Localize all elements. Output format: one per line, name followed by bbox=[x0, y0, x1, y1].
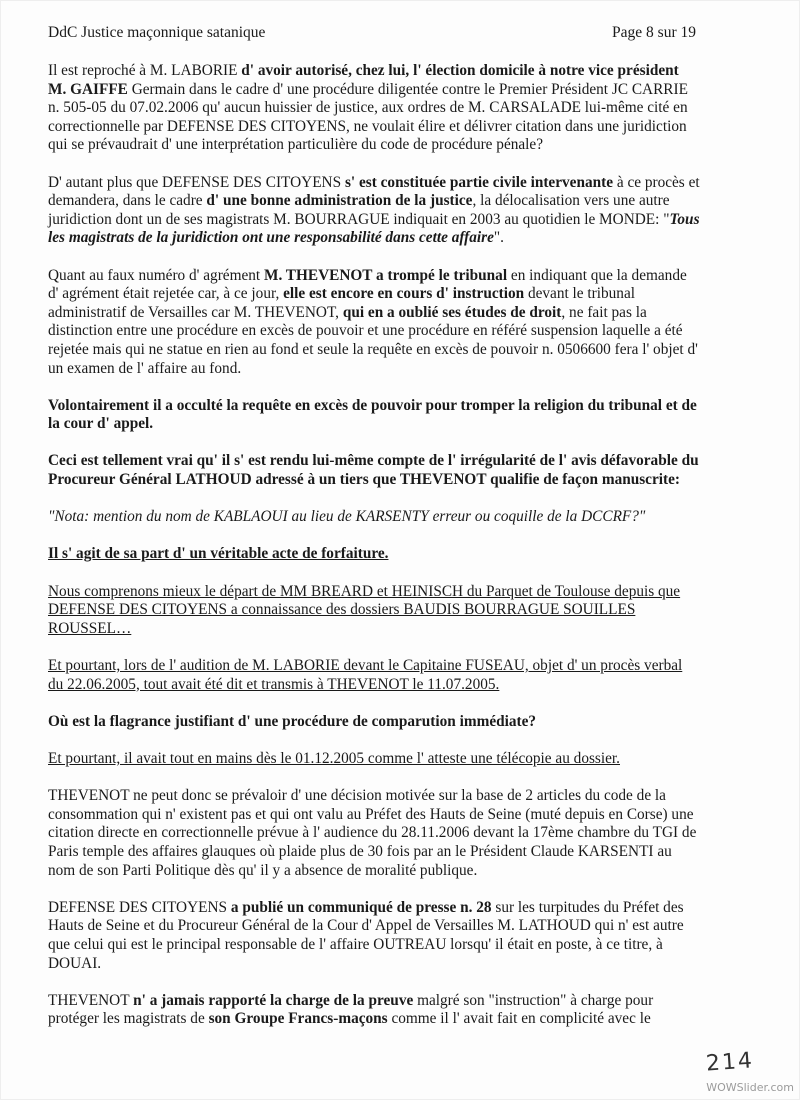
paragraph-4 bbox=[48, 397, 700, 434]
text-run: qui en a oublié ses études de droit bbox=[342, 303, 562, 321]
text-run: elle est encore en cours d' instruction bbox=[283, 285, 525, 303]
paragraph-12 bbox=[48, 787, 700, 880]
text-run: sur les turpitudes du Préfet des Hauts de Seine et du Procureur Général de la Cour d' Appel de Versailles M. LATHOUD qui n' est autre que celui qui est le principal responsable de l' affaire OUTREAU lorsqu' il était en poste, à ce titre, à DOUAI. bbox=[48, 898, 684, 972]
text-run: à ce procès et demandera, dans le cadre bbox=[48, 173, 700, 210]
document-body bbox=[48, 62, 700, 1047]
text-run: en indiquant que la demande d' agrément était rejetée car, à ce jour, bbox=[48, 266, 687, 303]
text-run: devant le tribunal administratif de Versailles car M. THEVENOT, bbox=[48, 285, 635, 321]
text-run: Ceci est tellement vrai qu' il s' est rendu lui-même compte de l' irrégularité de l' avis défavorable du Procureur Général LATHOUD adressé à un tiers que THEVENOT qualifie de façon manuscrite: bbox=[48, 452, 699, 489]
text-run: comme il l' avait fait en complicité avec le bbox=[387, 1010, 651, 1028]
handwritten-page-number: 214 bbox=[705, 1048, 755, 1077]
text-run: son Groupe Francs-maçons bbox=[208, 1010, 388, 1028]
text-run: d' une bonne administration de la justice bbox=[206, 192, 473, 210]
text-run: "Nota: mention du nom de KABLAOUI au lieu de KARSENTY erreur ou coquille de la DCCRF?" bbox=[48, 508, 646, 526]
paragraph-13 bbox=[48, 899, 700, 973]
paragraph-5 bbox=[48, 452, 700, 489]
watermark-text: WOWSlider.com bbox=[706, 1081, 794, 1094]
text-run: s' est constituée partie civile intervenante bbox=[344, 173, 613, 191]
text-run: THEVENOT ne peut donc se prévaloir d' une décision motivée sur la base de 2 articles du code de la consommation qui n' existent pas et qui ont valu au Préfet des Hauts de Seine (muté depuis en Corse) une citation directe en correctionnelle prévue à l' audience du 28.11.2006 devant la 17ème chambre du TGI de Paris temple des affaires glauques où plaide plus de 30 fois par an le Président Claude KARSENTI au nom de son Parti Politique dès qu' il y a absence de moralité publique. bbox=[48, 787, 697, 879]
text-run: d' avoir autorisé, chez lui, l' élection domicile à notre vice président M. GAIFFE bbox=[48, 62, 679, 98]
paragraph-11 bbox=[48, 750, 700, 769]
paragraph-10 bbox=[48, 713, 700, 732]
text-run: a publié un communiqué de presse n. 28 bbox=[230, 898, 492, 916]
page-number: Page 8 sur 19 bbox=[612, 24, 696, 41]
text-run: Germain dans le cadre d' une procédure diligentée contre le Premier Président JC CARRIE n. 505-05 du 07.02.2006 qu' aucun huissier de justice, aux ordres de M. CARSALADE lui-même cité en correctionnelle par DEFENSE DES CITOYENS, ne voulait élire et délivrer citation dans une juridiction qui se prévaudrait d' une interprétation particulière du code de procédure pénale? bbox=[48, 80, 688, 154]
text-run: DEFENSE DES CITOYENS bbox=[48, 898, 231, 916]
paragraph-6 bbox=[48, 508, 700, 527]
paragraph-14 bbox=[48, 992, 700, 1029]
paragraph-1 bbox=[48, 62, 700, 155]
text-run: Il s' agit de sa part d' un véritable acte de forfaiture. bbox=[48, 545, 389, 563]
paragraph-9 bbox=[48, 657, 700, 694]
text-run: , la délocalisation vers une autre juridiction dont un de ses magistrats M. BOURRAGUE indiquait en 2003 au quotidien le MONDE: " bbox=[48, 192, 670, 228]
text-run: n' a jamais rapporté la charge de la preuve bbox=[133, 991, 414, 1009]
paragraph-7 bbox=[48, 545, 700, 564]
text-run: Tous les magistrats de la juridiction ont une responsabilité dans cette affaire bbox=[48, 210, 700, 247]
page-header bbox=[48, 24, 696, 42]
paragraph-8 bbox=[48, 583, 700, 639]
text-run: Il est reproché à M. LABORIE bbox=[48, 62, 242, 79]
text-run: malgré son "instruction" à charge pour protéger les magistrats de bbox=[48, 991, 654, 1028]
text-run: Nous comprenons mieux le départ de MM BREARD et HEINISCH du Parquet de Toulouse depuis que DEFENSE DES CITOYENS a connaissance des dossiers BAUDIS BOURRAGUE SOUILLES ROUSSEL… bbox=[48, 582, 681, 637]
text-run: Volontairement il a occulté la requête en excès de pouvoir pour tromper la religion du tribunal et de la cour d' appel. bbox=[48, 396, 697, 433]
text-run: , ne fait pas la distinction entre une procédure en excès de pouvoir et une procédure en référé suspension laquelle a été rejetée mais qui ne statue en rien au fond et seule la requête en excès de pouvoir n. 0506600 fera l' objet d' un examen de l' affaire au fond. bbox=[48, 303, 698, 377]
text-run: M. THEVENOT a trompé le tribunal bbox=[264, 266, 508, 284]
text-run: D' autant plus que DEFENSE DES CITOYENS bbox=[48, 173, 345, 191]
paragraph-2 bbox=[48, 174, 700, 248]
document-title: DdC Justice maçonnique satanique bbox=[48, 24, 266, 41]
text-run: Quant au faux numéro d' agrément bbox=[48, 266, 264, 284]
text-run: ". bbox=[493, 229, 504, 247]
text-run: Et pourtant, il avait tout en mains dès le 01.12.2005 comme l' atteste une télécopie au dossier. bbox=[48, 749, 620, 767]
paragraph-3 bbox=[48, 267, 700, 379]
text-run: Et pourtant, lors de l' audition de M. LABORIE devant le Capitaine FUSEAU, objet d' un procès verbal du 22.06.2005, tout avait été dit et transmis à THEVENOT le 11.07.2005. bbox=[48, 657, 683, 693]
text-run: Où est la flagrance justifiant d' une procédure de comparution immédiate? bbox=[48, 712, 537, 730]
text-run: THEVENOT bbox=[48, 991, 134, 1009]
